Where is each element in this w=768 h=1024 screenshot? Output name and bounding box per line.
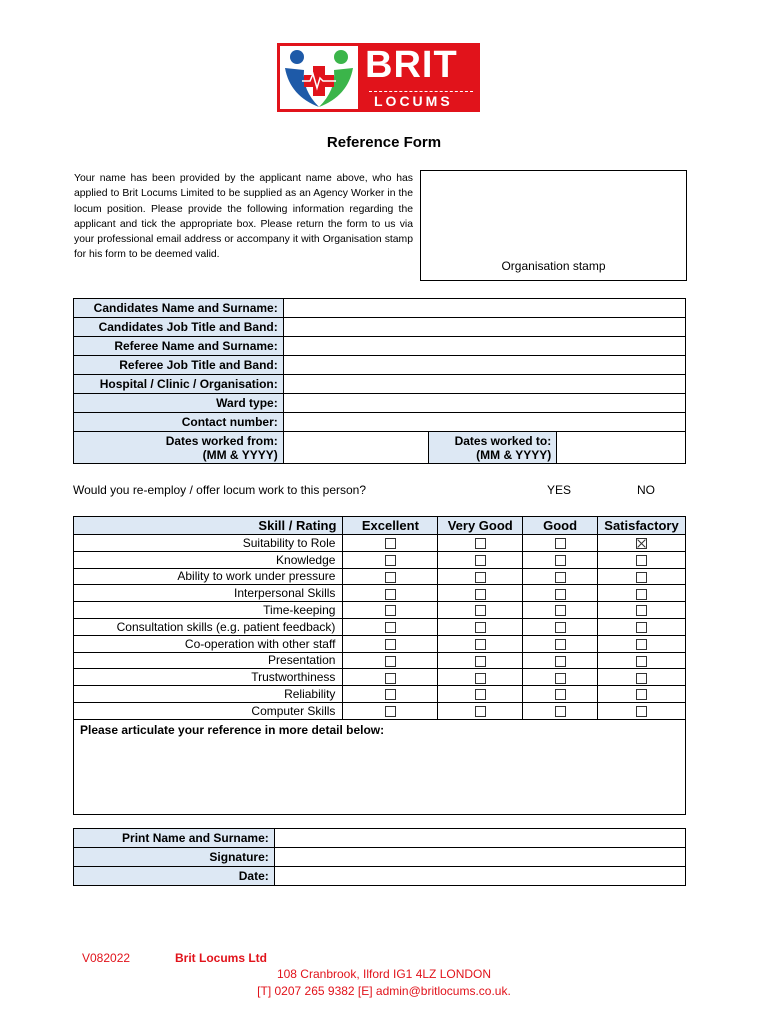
rating-checkbox[interactable]	[385, 639, 396, 650]
rating-cell	[343, 635, 438, 652]
skill-row	[74, 635, 686, 652]
dates-from-format: (MM & YYYY)	[202, 447, 278, 462]
very-good-header: Very Good	[438, 517, 523, 535]
rating-cell	[523, 602, 598, 619]
rating-checkbox[interactable]	[475, 622, 486, 633]
rating-checkbox[interactable]	[475, 673, 486, 684]
organisation-stamp-label: Organisation stamp	[501, 259, 606, 273]
rating-cell	[343, 535, 438, 552]
signature-label: Signature:	[74, 848, 275, 867]
rating-cell	[343, 652, 438, 669]
referee-name-input[interactable]	[283, 337, 685, 356]
rating-cell	[523, 568, 598, 585]
signature-input[interactable]	[274, 848, 685, 867]
skill-name: Computer Skills	[74, 702, 343, 719]
rating-checkbox[interactable]	[555, 673, 566, 684]
rating-checkbox[interactable]	[475, 589, 486, 600]
rating-cell	[438, 669, 523, 686]
rating-cell	[523, 535, 598, 552]
reference-detail-area[interactable]	[74, 719, 686, 814]
date-input[interactable]	[274, 867, 685, 886]
rating-cell	[343, 585, 438, 602]
rating-cell	[598, 551, 686, 568]
field-label: Ward type:	[74, 394, 284, 413]
signoff-table	[73, 828, 686, 886]
rating-cell	[343, 686, 438, 703]
rating-checkbox[interactable]	[475, 555, 486, 566]
skill-name: Ability to work under pressure	[74, 568, 343, 585]
logo-sub-text: LOCUMS	[374, 93, 453, 109]
rating-checkbox[interactable]	[475, 572, 486, 583]
rating-checkbox[interactable]	[555, 605, 566, 616]
rating-checkbox[interactable]	[636, 656, 647, 667]
field-label: Candidates Name and Surname:	[74, 299, 284, 318]
print-name-input[interactable]	[274, 829, 685, 848]
rating-cell	[598, 618, 686, 635]
skill-row	[74, 535, 686, 552]
rating-checkbox[interactable]	[636, 639, 647, 650]
field-label: Referee Name and Surname:	[74, 337, 284, 356]
checked-checkbox[interactable]	[636, 538, 647, 549]
skill-name: Time-keeping	[74, 602, 343, 619]
reemploy-yes-option[interactable]: YES	[547, 483, 572, 497]
skill-row	[74, 585, 686, 602]
rating-checkbox[interactable]	[385, 689, 396, 700]
rating-checkbox[interactable]	[475, 639, 486, 650]
rating-cell	[343, 551, 438, 568]
table-row	[74, 375, 686, 394]
table-row	[74, 432, 686, 464]
rating-checkbox[interactable]	[555, 656, 566, 667]
table-row	[74, 356, 686, 375]
footer-version-code: V082022	[82, 951, 131, 965]
rating-cell	[438, 652, 523, 669]
rating-cell	[438, 568, 523, 585]
skill-name: Knowledge	[74, 551, 343, 568]
rating-checkbox[interactable]	[636, 622, 647, 633]
rating-cell	[598, 635, 686, 652]
table-row	[74, 299, 686, 318]
rating-checkbox[interactable]	[385, 656, 396, 667]
rating-checkbox[interactable]	[385, 538, 396, 549]
dates-to-format: (MM & YYYY)	[476, 447, 552, 462]
organisation-stamp-box[interactable]	[420, 170, 687, 281]
table-row	[74, 867, 686, 886]
rating-cell	[598, 568, 686, 585]
rating-checkbox[interactable]	[636, 689, 647, 700]
rating-checkbox[interactable]	[555, 639, 566, 650]
rating-cell	[523, 551, 598, 568]
skill-name: Consultation skills (e.g. patient feedback)	[74, 618, 343, 635]
skill-name: Presentation	[74, 652, 343, 669]
field-label: Candidates Job Title and Band:	[74, 318, 284, 337]
rating-checkbox[interactable]	[475, 605, 486, 616]
rating-checkbox[interactable]	[636, 572, 647, 583]
rating-checkbox[interactable]	[636, 589, 647, 600]
rating-checkbox[interactable]	[555, 622, 566, 633]
detail-row	[74, 719, 686, 814]
rating-cell	[343, 669, 438, 686]
reemploy-no-option[interactable]: NO	[637, 483, 655, 497]
medical-cross-heart-icon	[280, 46, 358, 109]
date-label: Date:	[74, 867, 275, 886]
intro-paragraph: Your name has been provided by the applicant name above, who has applied to Brit Locums Limited to be supplied as an Agency Worker in the locum position. Please provide the following information regarding the applicant and tick the appropriate box. Please return the form to us via your professional email address or accompany it with Organisation stamp for his form to be deemed valid.	[74, 173, 413, 261]
rating-checkbox[interactable]	[555, 572, 566, 583]
dates-from-text: Dates worked from:	[165, 433, 278, 448]
rating-cell	[523, 652, 598, 669]
skill-name: Interpersonal Skills	[74, 585, 343, 602]
rating-cell	[523, 669, 598, 686]
rating-cell	[523, 585, 598, 602]
logo-divider	[369, 91, 473, 92]
footer-address: 108 Cranbrook, Ilford IG1 4LZ LONDON	[276, 967, 492, 981]
print-name-label: Print Name and Surname:	[74, 829, 275, 848]
skill-row	[74, 551, 686, 568]
contact-number-input[interactable]	[283, 413, 685, 432]
skill-name: Reliability	[74, 686, 343, 703]
rating-checkbox[interactable]	[385, 673, 396, 684]
rating-cell	[523, 686, 598, 703]
excellent-header: Excellent	[343, 517, 438, 535]
rating-cell	[523, 618, 598, 635]
rating-cell	[438, 618, 523, 635]
field-label: Referee Job Title and Band:	[74, 356, 284, 375]
rating-checkbox[interactable]	[385, 622, 396, 633]
ward-type-input[interactable]	[283, 394, 685, 413]
field-label: Hospital / Clinic / Organisation:	[74, 375, 284, 394]
page-title: Reference Form	[326, 134, 442, 151]
rating-checkbox[interactable]	[475, 706, 486, 717]
skills-rating-table	[73, 516, 686, 815]
rating-checkbox[interactable]	[555, 689, 566, 700]
rating-checkbox[interactable]	[385, 605, 396, 616]
table-row	[74, 318, 686, 337]
brit-locums-logo	[277, 43, 480, 112]
rating-cell	[523, 702, 598, 719]
rating-checkbox[interactable]	[475, 689, 486, 700]
rating-checkbox[interactable]	[636, 605, 647, 616]
skill-name: Trustworthiness	[74, 669, 343, 686]
candidate-details-table	[73, 298, 686, 464]
rating-checkbox[interactable]	[475, 656, 486, 667]
skills-header-row	[74, 517, 686, 535]
skill-row	[74, 652, 686, 669]
rating-cell	[438, 635, 523, 652]
field-label: Contact number:	[74, 413, 284, 432]
rating-cell	[438, 535, 523, 552]
footer-contact: [T] 0207 265 9382 [E] admin@britlocums.co.uk.	[257, 984, 511, 998]
skill-name: Co-operation with other staff	[74, 635, 343, 652]
rating-checkbox[interactable]	[555, 538, 566, 549]
rating-cell	[438, 551, 523, 568]
skill-row	[74, 602, 686, 619]
rating-cell	[438, 702, 523, 719]
rating-checkbox[interactable]	[385, 555, 396, 566]
rating-cell	[438, 585, 523, 602]
rating-cell	[598, 686, 686, 703]
skill-row	[74, 702, 686, 719]
table-row	[74, 829, 686, 848]
rating-cell	[343, 618, 438, 635]
rating-cell	[598, 602, 686, 619]
table-row	[74, 337, 686, 356]
rating-checkbox[interactable]	[636, 673, 647, 684]
rating-cell	[343, 568, 438, 585]
rating-checkbox[interactable]	[385, 572, 396, 583]
skill-row	[74, 568, 686, 585]
table-row	[74, 413, 686, 432]
rating-checkbox[interactable]	[385, 589, 396, 600]
logo-brand-text: BRIT	[365, 44, 458, 86]
rating-checkbox[interactable]	[555, 589, 566, 600]
rating-cell	[523, 635, 598, 652]
candidate-job-title-input[interactable]	[283, 318, 685, 337]
candidate-name-input[interactable]	[283, 299, 685, 318]
skill-rating-header: Skill / Rating	[74, 517, 343, 535]
rating-cell	[343, 602, 438, 619]
rating-checkbox[interactable]	[475, 538, 486, 549]
table-row	[74, 394, 686, 413]
rating-checkbox[interactable]	[636, 555, 647, 566]
rating-checkbox[interactable]	[385, 706, 396, 717]
skill-row	[74, 669, 686, 686]
rating-cell	[438, 686, 523, 703]
skill-row	[74, 686, 686, 703]
rating-checkbox[interactable]	[555, 555, 566, 566]
rating-cell	[598, 652, 686, 669]
dates-from-label	[74, 432, 284, 464]
rating-cell	[598, 669, 686, 686]
rating-checkbox[interactable]	[636, 706, 647, 717]
dates-to-text: Dates worked to:	[454, 433, 552, 448]
dates-to-label	[429, 432, 557, 464]
rating-checkbox[interactable]	[555, 706, 566, 717]
rating-cell	[598, 585, 686, 602]
reemploy-question: Would you re-employ / offer locum work to this person?	[73, 483, 367, 497]
dates-to-input[interactable]	[557, 432, 686, 464]
rating-cell	[343, 702, 438, 719]
table-row	[74, 848, 686, 867]
skill-name: Suitability to Role	[74, 535, 343, 552]
dates-from-input[interactable]	[283, 432, 429, 464]
satisfactory-header: Satisfactory	[598, 517, 686, 535]
organisation-input[interactable]	[283, 375, 685, 394]
referee-job-title-input[interactable]	[283, 356, 685, 375]
detail-prompt: Please articulate your reference in more detail below:	[80, 722, 385, 737]
rating-cell	[598, 535, 686, 552]
footer-company-name: Brit Locums Ltd	[175, 951, 267, 965]
good-header: Good	[523, 517, 598, 535]
rating-cell	[438, 602, 523, 619]
skill-row	[74, 618, 686, 635]
rating-cell	[598, 702, 686, 719]
